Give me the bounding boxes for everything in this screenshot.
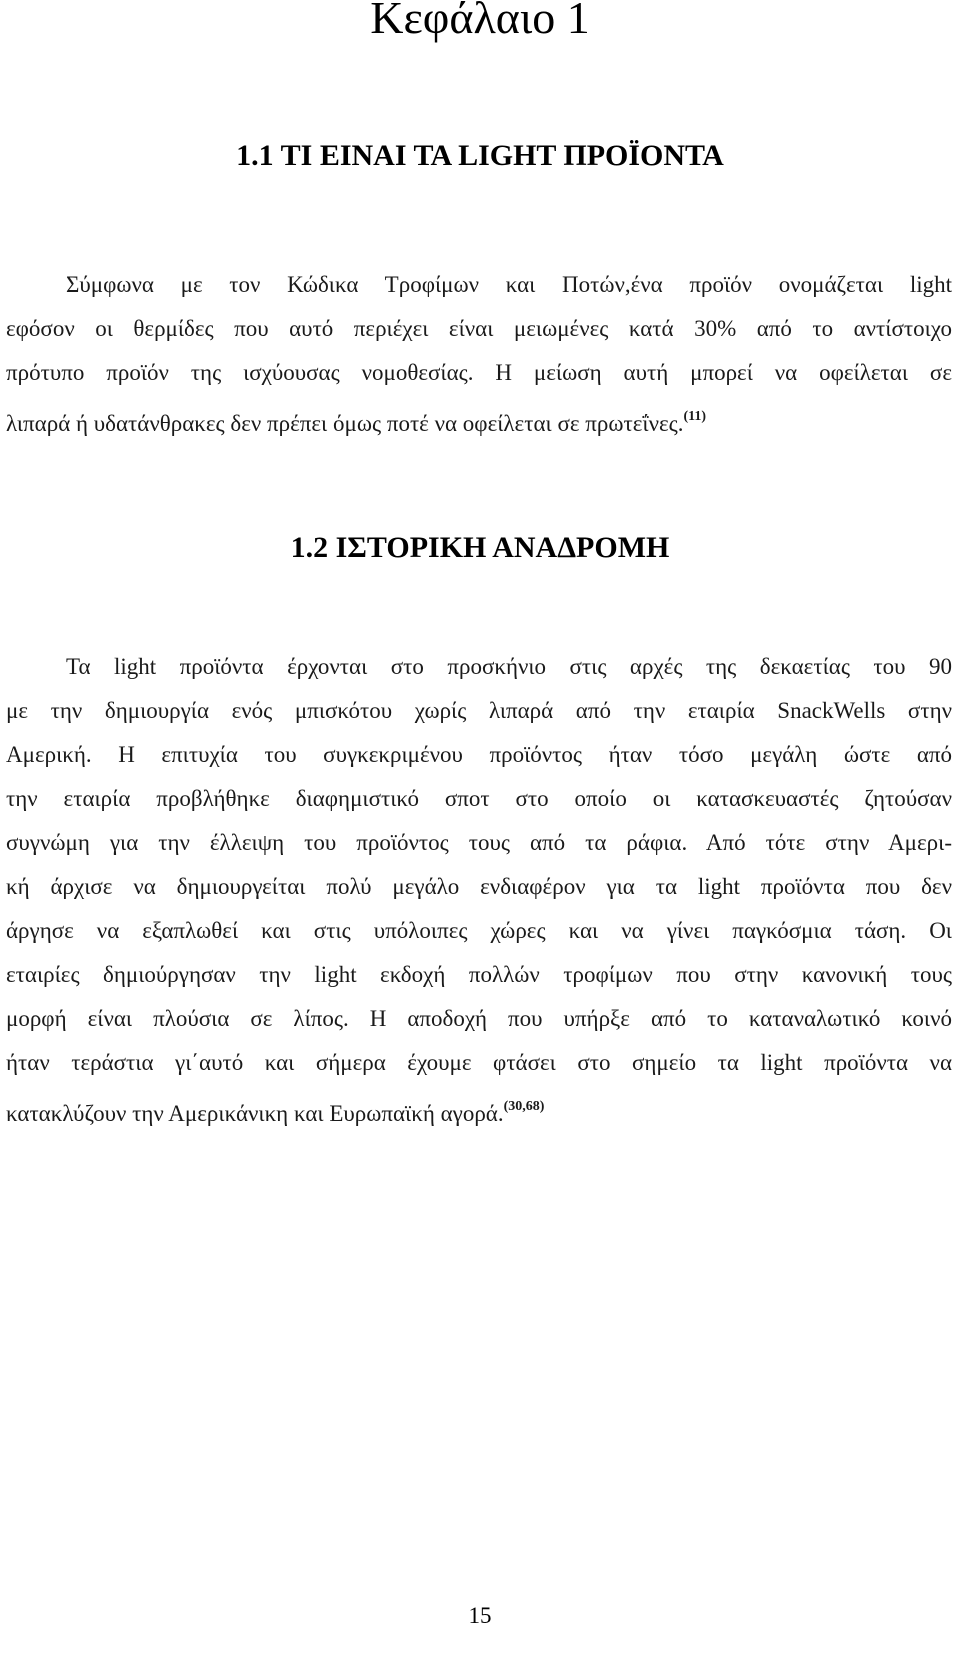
chapter-title: Κεφάλαιο 1 — [370, 0, 590, 43]
paragraph-line: κατακλύζουν την Αμερικάνικη και Ευρωπαϊκή αγορά. — [6, 1101, 504, 1126]
section-heading-1-2: 1.2 ΙΣΤΟΡΙΚΗ ΑΝΑΔΡΟΜΗ — [290, 531, 670, 564]
paragraph-line: την εταιρία προβλήθηκε διαφημιστικό σποτ στο οποίο οι κατασκευαστές ζητούσαν — [6, 786, 952, 811]
paragraph-line-last — [6, 1085, 952, 1129]
page-number: 15 — [468, 1603, 492, 1628]
paragraph-line-last — [6, 395, 952, 439]
paragraph-line: εφόσον οι θερμίδες που αυτό περιέχει είναι μειωμένες κατά 30% από το αντίστοιχο — [6, 316, 952, 341]
section-heading-1-1: 1.1 ΤΙ ΕΙΝΑΙ ΤΑ LIGHT ΠΡΟΪΟΝΤΑ — [236, 139, 724, 172]
paragraph-line: Τα light προϊόντα έρχονται στο προσκήνιο στις αρχές της δεκαετίας του 90 — [66, 654, 952, 679]
paragraph-line: μορφή είναι πλούσια σε λίπος. Η αποδοχή που υπήρξε από το καταναλωτικό κοινό — [6, 1006, 952, 1031]
paragraph-line: συγνώμη για την έλλειψη του προϊόντος τους από τα ράφια. Από τότε στην Αμερι- — [6, 830, 952, 855]
citation-reference: (11) — [683, 409, 707, 424]
paragraph-line: πρότυπο προϊόν της ισχύουσας νομοθεσίας. Η μείωση αυτή μπορεί να οφείλεται σε — [6, 360, 952, 385]
paragraph-line: άργησε να εξαπλωθεί και στις υπόλοιπες χώρες και να γίνει παγκόσμια τάση. Οι — [6, 918, 952, 943]
citation-reference: (30,68) — [503, 1099, 545, 1114]
paragraph-line: ήταν τεράστια γι΄αυτό και σήμερα έχουμε φτάσει στο σημείο τα light προϊόντα να — [6, 1050, 952, 1075]
paragraph-line: Αμερική. Η επιτυχία του συγκεκριμένου προϊόντος ήταν τόσο μεγάλη ώστε από — [6, 742, 952, 767]
paragraph-line: με την δημιουργία ενός μπισκότου χωρίς λιπαρά από την εταιρία SnackWells στην — [6, 698, 952, 723]
paragraph-line: Σύμφωνα με τον Κώδικα Τροφίμων και Ποτών,ένα προϊόν ονομάζεται light — [66, 272, 952, 297]
paragraph-line: κή άρχισε να δημιουργείται πολύ μεγάλο ενδιαφέρον για τα light προϊόντα που δεν — [6, 874, 952, 899]
paragraph-history — [6, 645, 952, 1129]
paragraph-line: λιπαρά ή υδατάνθρακες δεν πρέπει όμως ποτέ να οφείλεται σε πρωτεΐνες. — [6, 411, 684, 436]
paragraph-line: εταιρίες δημιούργησαν την light εκδοχή πολλών τροφίμων που στην κανονική τους — [6, 962, 952, 987]
paragraph-light-products-definition — [6, 263, 952, 439]
